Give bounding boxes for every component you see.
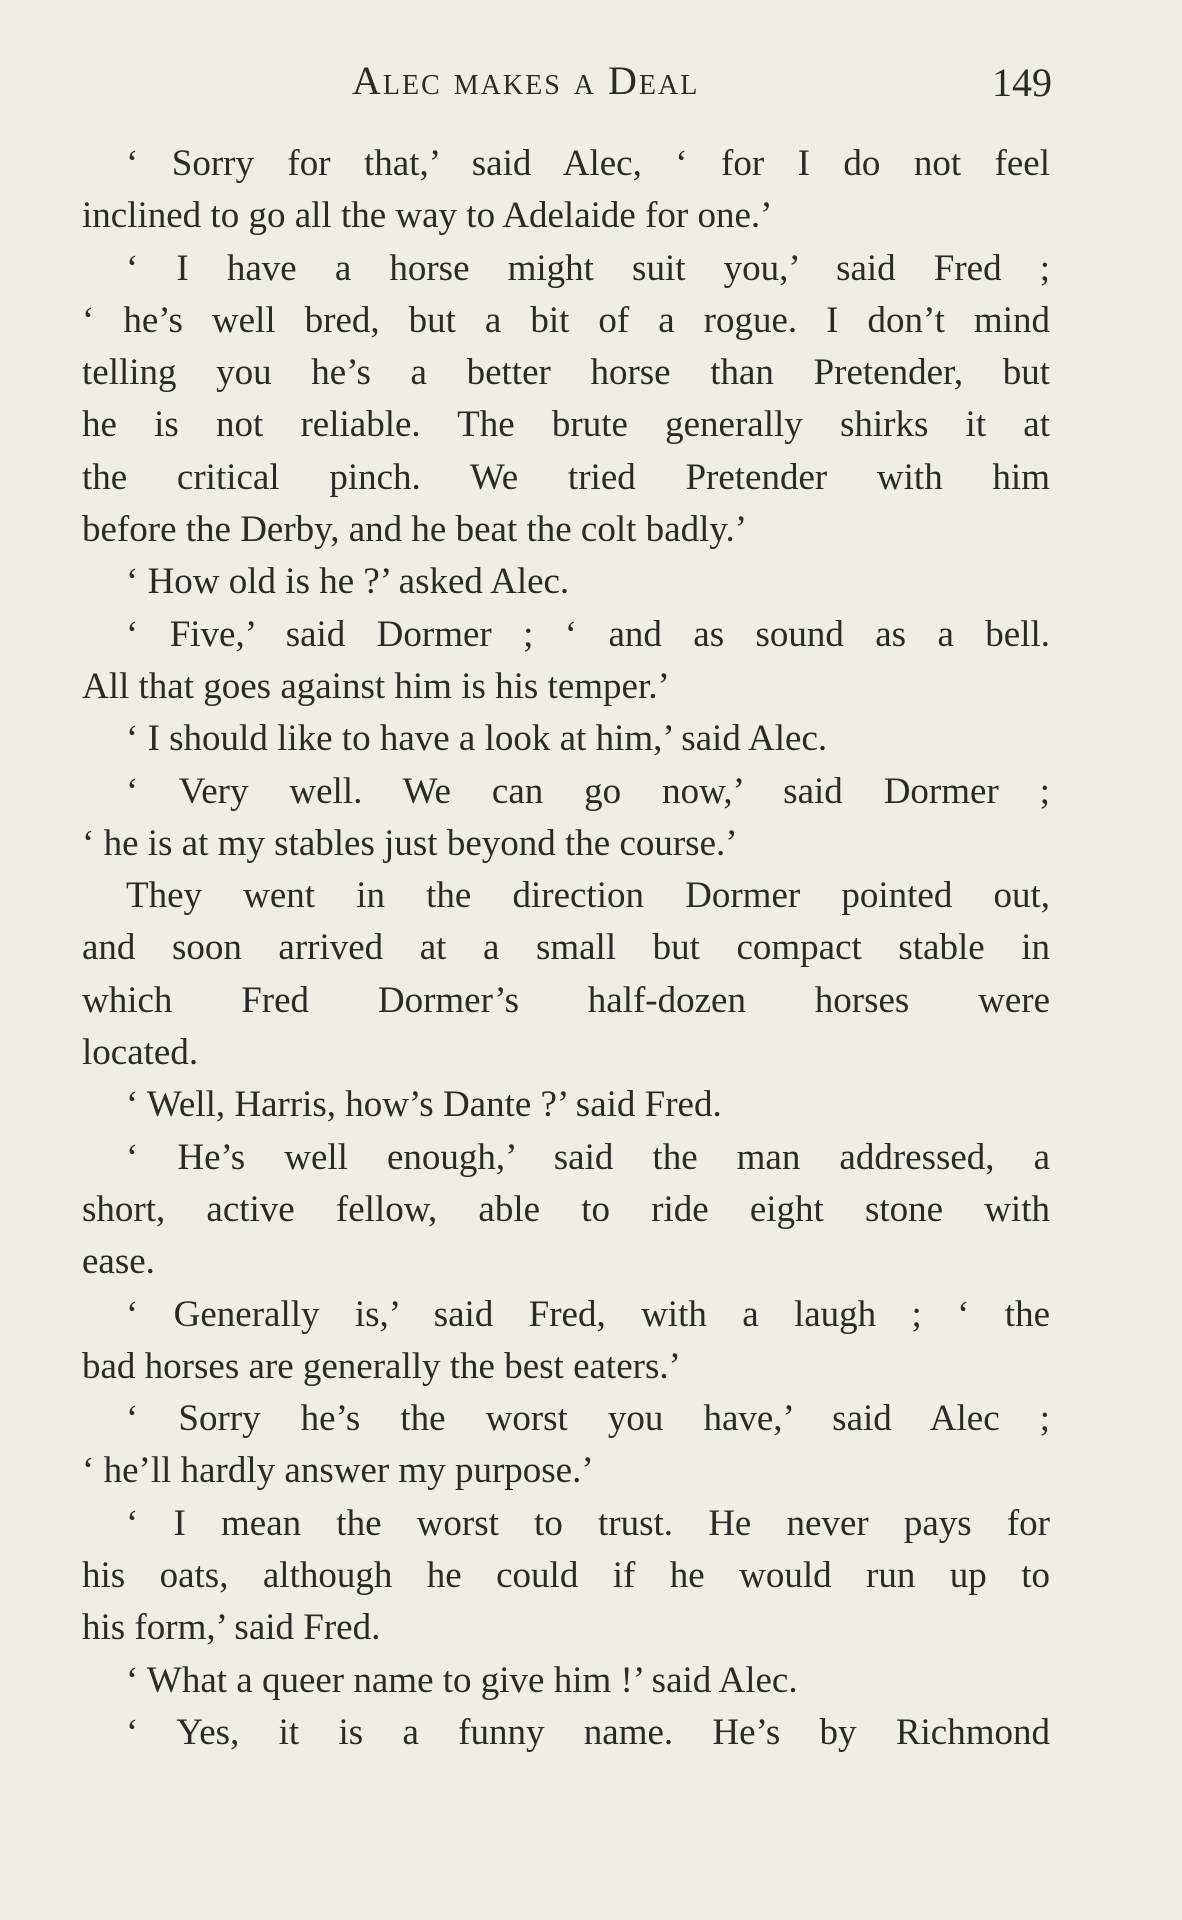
running-head [0,56,1182,106]
text-line: ‘ Five,’ said Dormer ; ‘ and as sound as a bell. [126,613,1050,655]
text-line: ‘ Generally is,’ said Fred, with a laugh ; ‘ the [126,1293,1050,1335]
text-line: bad horses are generally the best eaters.’ [82,1345,681,1387]
text-line: which Fred Dormer’s half-dozen horses were [82,979,1050,1021]
body-text [82,138,1050,1759]
text-line: ‘ I have a horse might suit you,’ said Fred ; [126,247,1050,289]
text-line: ‘ Sorry he’s the worst you have,’ said Alec ; [126,1398,1050,1440]
chapter-title: Alec makes a Deal [352,58,700,103]
text-line: and soon arrived at a small but compact stable in [82,927,1050,969]
text-line: All that goes against him is his temper.’ [82,665,670,707]
text-line: ‘ he’s well bred, but a bit of a rogue. I don’t mind [82,299,1050,341]
text-line: ‘ Sorry for that,’ said Alec, ‘ for I do not feel [126,143,1050,184]
text-line: before the Derby, and he beat the colt badly.’ [82,509,748,551]
text-line: ease. [82,1241,155,1283]
text-line: They went in the direction Dormer pointed out, [126,875,1050,917]
text-line: telling you he’s a better horse than Pretender, but [82,352,1050,394]
text-line: his oats, although he could if he would run up to [82,1555,1050,1597]
text-line: ‘ How old is he ?’ asked Alec. [126,561,570,603]
text-line: ‘ I should like to have a look at him,’ said Alec. [126,718,828,760]
text-line: he is not reliable. The brute generally shirks it at [82,404,1050,446]
text-line: ‘ What a queer name to give him !’ said Alec. [126,1659,798,1701]
text-line: short, active fellow, able to ride eight stone with [82,1188,1050,1230]
text-line: ‘ I mean the worst to trust. He never pays for [126,1502,1050,1544]
text-line: ‘ Well, Harris, how’s Dante ?’ said Fred. [126,1084,722,1126]
text-line: ‘ he’ll hardly answer my purpose.’ [82,1450,594,1492]
text-line: inclined to go all the way to Adelaide for one.’ [82,195,773,237]
text-line: ‘ Yes, it is a funny name. He’s by Richmond [126,1711,1050,1753]
text-line: ‘ He’s well enough,’ said the man addressed, a [126,1136,1050,1178]
text-line: ‘ Very well. We can go now,’ said Dormer ; [126,770,1050,812]
text-line: the critical pinch. We tried Pretender with him [82,456,1050,498]
text-line: ‘ he is at my stables just beyond the course.’ [82,822,738,864]
text-line: his form,’ said Fred. [82,1607,381,1649]
page-number: 149 [992,60,1052,105]
text-line: located. [82,1032,199,1074]
